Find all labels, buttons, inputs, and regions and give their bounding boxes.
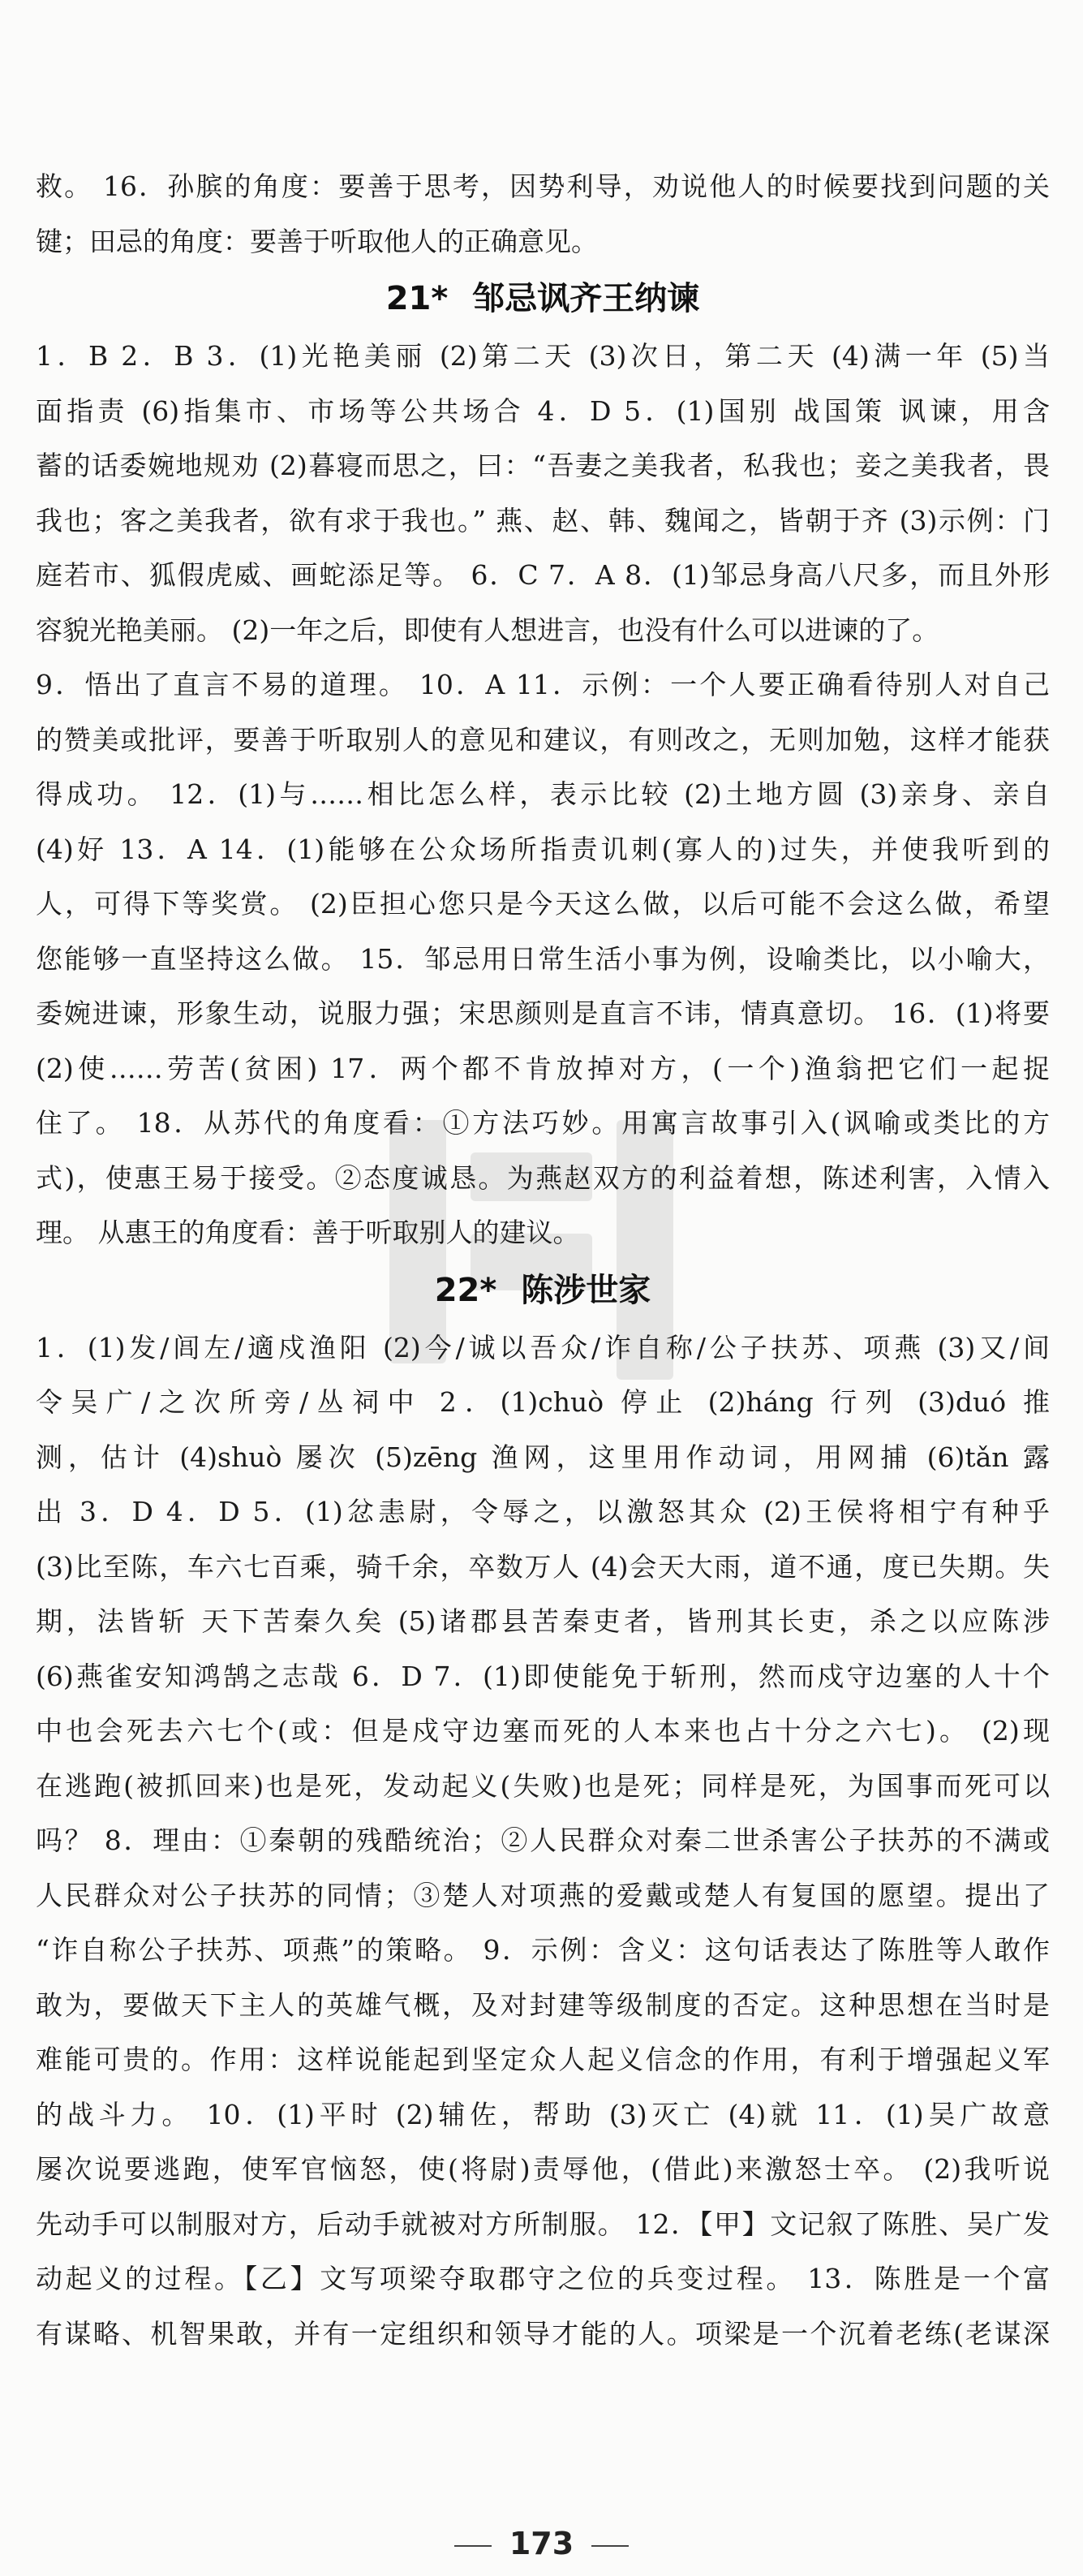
text-line: 期，法皆斩 天下苦秦久矣 (5)诸郡县苦秦吏者，皆刑其长吏，杀之以应陈涉: [36, 1605, 1050, 1637]
text-line: 有谋略、机智果敢，并有一定组织和领导才能的人。项梁是一个沉着老练(老谋深: [36, 2317, 1050, 2350]
text-line: (6)燕雀安知鸿鹄之志哉 6．D 7．(1)即使能免于斩刑，然而戍守边塞的人十个: [36, 1660, 1050, 1692]
text-line: 人民群众对公子扶苏的同情；③楚人对项燕的爱戴或楚人有复国的愿望。提出了: [36, 1879, 1050, 1911]
page-number-dash: [454, 2545, 492, 2547]
text-line: 委婉进谏，形象生动，说服力强；宋思颜则是直言不讳，情真意切。 16．(1)将要: [36, 997, 1050, 1029]
section-title-text: 邹忌讽齐王纳谏: [472, 280, 700, 317]
text-line: 式)，使惠王易于接受。②态度诚恳。为燕赵双方的利益着想，陈述利害，入情入: [36, 1161, 1050, 1194]
text-line: 的赞美或批评，要善于听取别人的意见和建议，有则改之，无则加勉，这样才能获: [36, 723, 1050, 756]
text-line: (3)比至陈，车六七百乘，骑千余，卒数万人 (4)会天大雨，道不通，度已失期。失: [36, 1550, 1050, 1583]
text-line: 难能可贵的。作用：这样说能起到坚定众人起义信念的作用，有利于增强起义军: [36, 2044, 1050, 2075]
text-line: “诈自称公子扶苏、项燕”的策略。 9．示例：含义：这句话表达了陈胜等人敢作: [36, 1934, 1050, 1966]
text-line: 庭若市、狐假虎威、画蛇添足等。 6．C 7．A 8．(1)邹忌身高八尺多，而且外形: [36, 559, 1050, 591]
text-line: 敢为，要做天下主人的英雄气概，及对封建等级制度的否定。这种思想在当时是: [36, 1988, 1050, 2021]
text-line: 吗？ 8．理由：①秦朝的残酷统治；②人民群众对秦二世杀害公子扶苏的不满或: [36, 1824, 1050, 1856]
text-line: 您能够一直坚持这么做。 15．邹忌用日常生活小事为例，设喻类比，以小喻大，: [36, 942, 1050, 975]
intro-block: [36, 159, 1050, 269]
section-number: 21*: [385, 280, 449, 317]
text-line: 出 3．D 4．D 5．(1)忿恚尉，令辱之，以激怒其众 (2)王侯将相宁有种乎: [36, 1496, 1050, 1527]
text-line: 住了。 18．从苏代的角度看：①方法巧妙。用寓言故事引入(讽喻或类比的方: [36, 1107, 1050, 1139]
text-line: 人，可得下等奖赏。 (2)臣担心您只是今天这么做，以后可能不会这么做，希望: [36, 888, 1050, 920]
text-line: (2)使……劳苦(贫困) 17．两个都不肯放掉对方，(一个)渔翁把它们一起捉: [36, 1052, 1050, 1084]
section-title: [36, 1260, 1050, 1320]
page-number-dash: [591, 2545, 629, 2547]
text-line: 1．(1)发/闾左/適戍渔阳 (2)今/诚以吾众/诈自称/公子扶苏、项燕 (3)又/间: [36, 1331, 1050, 1363]
text-line: 测，估计 (4)shuò 屡次 (5)zēng 渔网，这里用作动词，用网捕 (6)tǎn 露: [36, 1441, 1050, 1473]
section-title: [36, 269, 1050, 329]
text-line: 1．B 2．B 3．(1)光艳美丽 (2)第二天 (3)次日，第二天 (4)满一年 (5)当: [36, 340, 1050, 372]
page-number-text: 173: [509, 2526, 574, 2561]
text-line: 令吴广/之次所旁/丛祠中 2．(1)chuò 停止 (2)háng 行列 (3)duó 推: [36, 1386, 1050, 1418]
text-line: 中也会死去六七个(或：但是戍守边塞而死的人本来也占十分之六七)。 (2)现: [36, 1715, 1050, 1747]
text-line: 得成功。 12．(1)与……相比怎么样，表示比较 (2)土地方圆 (3)亲身、亲自: [36, 778, 1050, 810]
text-line: 救。 16．孙膑的角度：要善于思考，因势利导，劝说他人的时候要找到问题的关: [36, 170, 1050, 202]
page-number: [0, 2526, 1083, 2561]
text-line: 的战斗力。 10．(1)平时 (2)辅佐，帮助 (3)灭亡 (4)就 11．(1)吴广故意: [36, 2098, 1050, 2130]
section-21: [36, 269, 1050, 1260]
text-line: 面指责 (6)指集市、市场等公共场合 4．D 5．(1)国别 战国策 讽谏，用含: [36, 394, 1050, 427]
section-22: [36, 1260, 1050, 2362]
text-line: 9．悟出了直言不易的道理。 10．A 11．示例：一个人要正确看待别人对自己: [36, 669, 1050, 700]
text-line: 我也；客之美我者，欲有求于我也。” 燕、赵、韩、魏闻之，皆朝于齐 (3)示例：门: [36, 504, 1050, 536]
text-line: 蓄的话委婉地规劝 (2)暮寝而思之，曰：“吾妻之美我者，私我也；妾之美我者，畏: [36, 450, 1050, 481]
section-title-text: 陈涉世家: [521, 1271, 651, 1309]
answer-content: [36, 159, 1050, 2361]
text-line: 在逃跑(被抓回来)也是死，发动起义(失败)也是死；同样是死，为国事而死可以: [36, 1769, 1050, 1802]
text-line: 屡次说要逃跑，使军官恼怒，使(将尉)责辱他，(借此)来激怒士卒。 (2)我听说: [36, 2153, 1050, 2185]
text-line: 先动手可以制服对方，后动手就被对方所制服。 12．【甲】文记叙了陈胜、吴广发: [36, 2208, 1050, 2240]
text-line: 理。 从惠王的角度看：善于听取别人的建议。: [36, 1217, 580, 1248]
section-number: 22*: [434, 1271, 497, 1309]
text-line: (4)好 13．A 14．(1)能够在公众场所指责讥刺(寡人的)过失，并使我听到的: [36, 833, 1050, 865]
text-line: 容貌光艳美丽。 (2)一年之后，即使有人想进言，也没有什么可以进谏的了。: [36, 614, 939, 646]
text-line: 键；田忌的角度：要善于听取他人的正确意见。: [36, 225, 598, 257]
text-line: 动起义的过程。【乙】文写项梁夺取郡守之位的兵变过程。 13．陈胜是一个富: [36, 2263, 1050, 2294]
